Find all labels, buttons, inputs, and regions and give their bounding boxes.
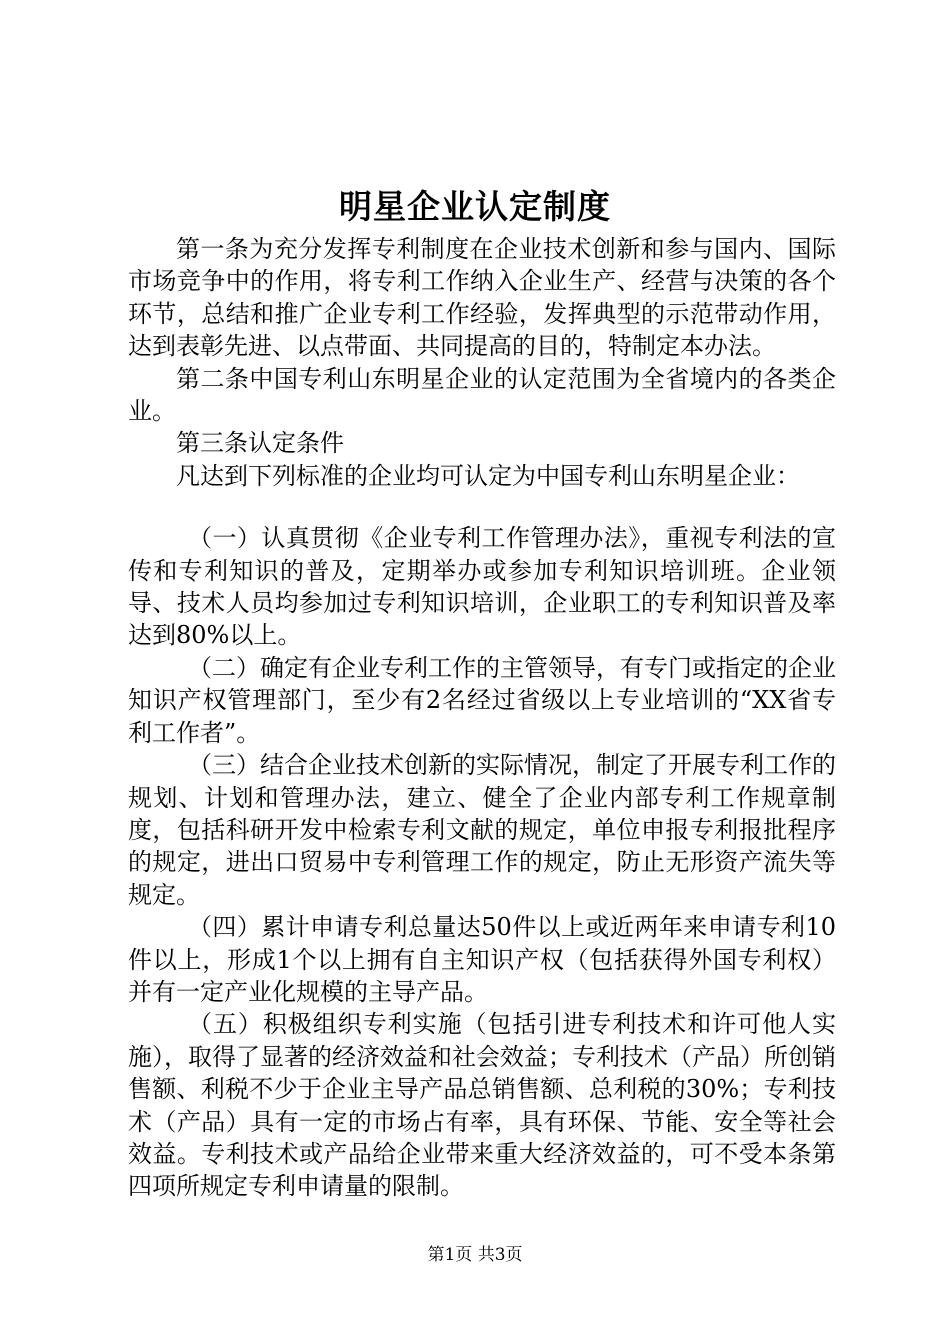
criteria-item-3: （三）结合企业技术创新的实际情况，制定了开展专利工作的规划、计划和管理办法，建立、健全了企业内部专利工作规章制度，包括科研开发中检索专利文献的规定，单位申报专利报批程序的规定，进出口贸易中专利管理工作的规定，防止无形资产流失等规定。: [128, 751, 836, 909]
criteria-item-2: （二）确定有企业专利工作的主管领导，有专门或指定的企业知识产权管理部门，至少有2名经过省级以上专业培训的“XX省专利工作者”。: [128, 653, 836, 747]
article-1-paragraph: 第一条为充分发挥专利制度在企业技术创新和参与国内、国际市场竞争中的作用，将专利工作纳入企业生产、经营与决策的各个环节，总结和推广企业专利工作经验，发挥典型的示范带动作用，达到表彰先进、以点带面、共同提高的目的，特制定本办法。: [128, 235, 836, 361]
paragraph-spacer: [128, 492, 836, 522]
article-2-paragraph: 第二条中国专利山东明星企业的认定范围为全省境内的各类企业。: [128, 364, 836, 426]
page-footer: 第1页 共3页: [427, 1245, 523, 1265]
criteria-item-1: （一）认真贯彻《企业专利工作管理办法》，重视专利法的宣传和专利知识的普及，定期举办或参加专利知识培训班。企业领导、技术人员均参加过专利知识培训，企业职工的专利知识普及率达到80%以上。: [128, 524, 836, 650]
criteria-item-5: （五）积极组织专利实施（包括引进专利技术和许可他人实施），取得了显著的经济效益和社会效益；专利技术（产品）所创销售额、利税不少于企业主导产品总销售额、总利税的30%；专利技术（产品）具有一定的市场占有率，具有环保、节能、安全等社会效益。专利技术或产品给企业带来重大经济效益的，可不受本条第四项所规定专利申请量的限制。: [128, 1010, 836, 1201]
criteria-intro-paragraph: 凡达到下列标准的企业均可认定为中国专利山东明星企业：: [176, 461, 800, 490]
document-body: [128, 233, 836, 1203]
criteria-item-4: （四）累计申请专利总量达50件以上或近两年来申请专利10件以上，形成1个以上拥有自主知识产权（包括获得外国专利权）并有一定产业化规模的主导产品。: [128, 913, 836, 1006]
document-title: 明星企业认定制度: [339, 187, 611, 226]
article-3-heading: 第三条认定条件: [176, 429, 344, 458]
